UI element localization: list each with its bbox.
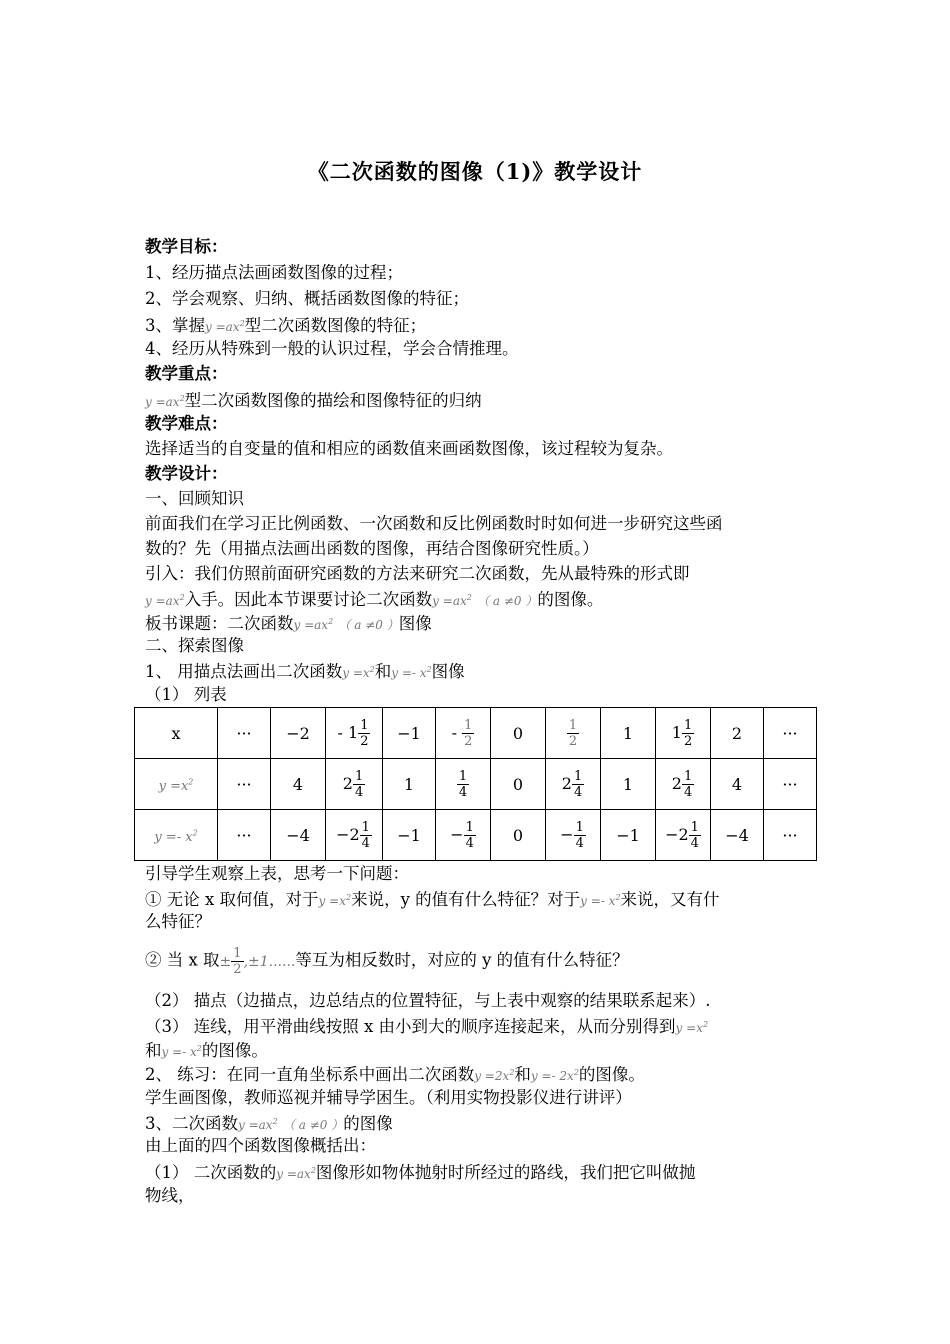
table-cell: ··· (218, 810, 271, 861)
goal-3: 3、掌握$y =ax^2$型二次函数图像的特征； (145, 316, 427, 335)
key-text: $y =ax^2$型二次函数图像的描绘和图像特征的归纳 (145, 391, 482, 410)
page-title: 《二次函数的图像（1)》教学设计 (307, 159, 643, 184)
result-1-cont: 物线， (145, 1186, 195, 1205)
section-2-heading: 二、探索图像 (145, 636, 244, 655)
table-cell: 0 (491, 810, 546, 861)
table-cell: - 1 $\frac{1}{2}$ (326, 708, 383, 759)
result-1: （1） 二次函数的$y =ax^2$图像形如物体抛射时所经过的路线，我们把它叫做抛 (145, 1163, 696, 1182)
step-3-cont: 和$y =- x^2$的图像。 (145, 1041, 268, 1060)
step-3: （3） 连线，用平滑曲线按照 x 由小到大的顺序连接起来，从而分别得到$y =x^2$ (145, 1017, 709, 1036)
table-cell: 1 $\frac{1}{2}$ (656, 708, 711, 759)
table-cell: x (135, 708, 218, 759)
formula-y-ax2: $y =ax^2$ (205, 319, 245, 334)
table-cell: $y =- x^2$ (135, 810, 218, 861)
table-cell: − $\frac{1}{4}$ (546, 810, 601, 861)
table-cell: 0 (491, 759, 546, 810)
section-1-heading: 一、回顾知识 (145, 489, 244, 508)
question-2: 2、 练习：在同一直角坐标系中画出二次函数$y =2x^2$和$y =- 2x^2$的图像。 (145, 1065, 645, 1084)
table-cell: −4 (271, 810, 326, 861)
table-cell: 4 (271, 759, 326, 810)
goal-4: 4、经历从特殊到一般的认识过程，学会合情推理。 (145, 339, 519, 358)
table-row (135, 759, 817, 810)
table-cell: 2 (711, 708, 764, 759)
key-heading: 教学重点： (145, 364, 228, 383)
table-cell: ··· (764, 759, 817, 810)
table-cell: −2 (271, 708, 326, 759)
table-cell: −1 (383, 810, 436, 861)
table-cell: ··· (218, 759, 271, 810)
table-cell: − $\frac{1}{4}$ (436, 810, 491, 861)
table-cell: −2 $\frac{1}{4}$ (656, 810, 711, 861)
question-3: 3、二次函数$y =ax^2$ （ a ≠0 ）的图像 (145, 1114, 393, 1133)
guide-text: 引导学生观察上表，思考一下问题： (145, 864, 409, 883)
summary-text: 由上面的四个函数图像概括出： (145, 1136, 376, 1155)
paragraph-1b: 数的？先（用描点法画出函数的图像，再结合图像研究性质。） (145, 539, 599, 558)
question-c2: ② 当 x 取± $\frac{1}{2}$ ,±1......等互为相反数时，对应的 y 的值有什么特征？ (145, 946, 629, 977)
table-cell: 2 $\frac{1}{4}$ (326, 759, 383, 810)
table-cell: $y =x^2$ (135, 759, 218, 810)
paragraph-2b: $y =ax^2$入手。因此本节课要讨论二次函数$y =ax^2$ （ a ≠0 ）的图像。 (145, 590, 604, 609)
table-row (135, 708, 817, 759)
design-heading: 教学设计： (145, 464, 228, 483)
difficulty-heading: 教学难点： (145, 414, 228, 433)
difficulty-text: 选择适当的自变量的值和相应的函数值来画函数图像，该过程较为复杂。 (145, 439, 673, 458)
table-cell: 2 $\frac{1}{4}$ (546, 759, 601, 810)
board-title-line: 板书课题：二次函数$y =ax^2$ （ a ≠0 ）图像 (145, 614, 432, 633)
table-cell: ··· (764, 708, 817, 759)
table-cell: 1 (601, 759, 656, 810)
paragraph-1a: 前面我们在学习正比例函数、一次函数和反比例函数时时如何进一步研究这些函 (145, 514, 723, 533)
question-c1-cont: 么特征？ (145, 912, 211, 931)
table-cell: $\frac{1}{4}$ (436, 759, 491, 810)
step-2: （2） 描点（边描点，边总结点的位置特征，与上表中观察的结果联系起来）. (145, 991, 711, 1010)
table-cell: - $\frac{1}{2}$ (436, 708, 491, 759)
table-cell: 1 (383, 759, 436, 810)
table-cell: −2 $\frac{1}{4}$ (326, 810, 383, 861)
table-cell: 0 (491, 708, 546, 759)
paragraph-2a: 引入：我们仿照前面研究函数的方法来研究二次函数，先从最特殊的形式即 (145, 564, 690, 583)
step-1: （1） 列表 (145, 685, 227, 704)
goal-1: 1、经历描点法画函数图像的过程； (145, 263, 403, 282)
value-table (134, 707, 817, 861)
goal-2: 2、学会观察、归纳、概括函数图像的特征； (145, 289, 469, 308)
table-cell: −1 (601, 810, 656, 861)
table-cell: −1 (383, 708, 436, 759)
question-2-note: 学生画图像，教师巡视并辅导学困生。（利用实物投影仪进行讲评） (145, 1088, 632, 1107)
question-1: 1、 用描点法画出二次函数$y =x^2$和$y =- x^2$图像 (145, 662, 465, 681)
question-c1: ① 无论 x 取何值，对于$y =x^2$来说，y 的值有什么特征？对于$y =- x^2$来说，又有什 (145, 890, 720, 909)
formula-y-ax2: $y =ax^2$ (145, 394, 185, 409)
table-row (135, 810, 817, 861)
table-cell: 4 (711, 759, 764, 810)
table-cell: ··· (764, 810, 817, 861)
goals-heading: 教学目标： (145, 237, 228, 256)
table-cell: ··· (218, 708, 271, 759)
table-cell: −4 (711, 810, 764, 861)
table-cell: 2 $\frac{1}{4}$ (656, 759, 711, 810)
table-cell: 1 (601, 708, 656, 759)
table-cell: $\frac{1}{2}$ (546, 708, 601, 759)
